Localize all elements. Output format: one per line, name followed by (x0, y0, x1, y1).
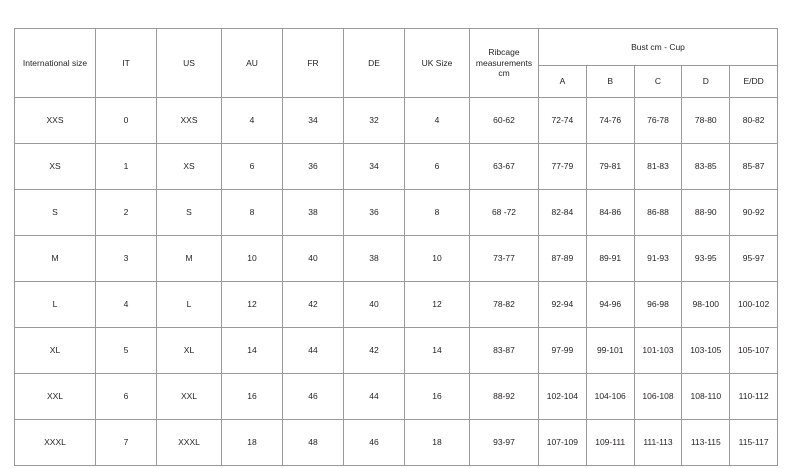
cell-uk: 16 (405, 374, 470, 420)
cell-bust-edd: 110-112 (730, 374, 778, 420)
cell-au: 10 (222, 236, 283, 282)
cell-bust-a: 82-84 (539, 190, 587, 236)
cell-ribcage: 93-97 (470, 420, 539, 466)
cell-bust-c: 111-113 (634, 420, 682, 466)
cell-ribcage: 73-77 (470, 236, 539, 282)
cell-fr: 38 (283, 190, 344, 236)
header-us: US (157, 29, 222, 98)
cell-us: L (157, 282, 222, 328)
cell-bust-c: 101-103 (634, 328, 682, 374)
cell-it: 6 (96, 374, 157, 420)
cell-it: 1 (96, 144, 157, 190)
table-row (15, 374, 778, 420)
header-bust-cup-group: Bust cm - Cup (539, 29, 778, 66)
cell-fr: 48 (283, 420, 344, 466)
cell-bust-d: 88-90 (682, 190, 730, 236)
cell-it: 5 (96, 328, 157, 374)
cell-international-size: XL (15, 328, 96, 374)
cell-bust-d: 108-110 (682, 374, 730, 420)
cell-fr: 40 (283, 236, 344, 282)
table-row (15, 328, 778, 374)
header-cup-d: D (682, 66, 730, 98)
table-row (15, 144, 778, 190)
cell-bust-d: 98-100 (682, 282, 730, 328)
cell-bust-edd: 80-82 (730, 98, 778, 144)
cell-bust-a: 77-79 (539, 144, 587, 190)
cell-de: 46 (344, 420, 405, 466)
cell-fr: 42 (283, 282, 344, 328)
cell-bust-b: 79-81 (586, 144, 634, 190)
cell-ribcage: 68 -72 (470, 190, 539, 236)
cell-bust-c: 76-78 (634, 98, 682, 144)
cell-de: 32 (344, 98, 405, 144)
cell-bust-a: 107-109 (539, 420, 587, 466)
cell-it: 2 (96, 190, 157, 236)
cell-uk: 18 (405, 420, 470, 466)
cell-au: 14 (222, 328, 283, 374)
cell-ribcage: 63-67 (470, 144, 539, 190)
cell-bust-c: 96-98 (634, 282, 682, 328)
cell-us: XXL (157, 374, 222, 420)
cell-bust-d: 113-115 (682, 420, 730, 466)
cell-it: 3 (96, 236, 157, 282)
cell-bust-d: 93-95 (682, 236, 730, 282)
cell-bust-a: 92-94 (539, 282, 587, 328)
cell-international-size: XXS (15, 98, 96, 144)
cell-uk: 14 (405, 328, 470, 374)
header-cup-b: B (586, 66, 634, 98)
cell-uk: 10 (405, 236, 470, 282)
cell-fr: 36 (283, 144, 344, 190)
header-fr: FR (283, 29, 344, 98)
header-ribcage-line2: measurements (475, 57, 533, 68)
cell-de: 44 (344, 374, 405, 420)
header-ribcage-line1: Ribcage (488, 47, 520, 58)
header-international-size: International size (15, 29, 96, 98)
cell-bust-edd: 90-92 (730, 190, 778, 236)
cell-bust-edd: 85-87 (730, 144, 778, 190)
cell-it: 4 (96, 282, 157, 328)
cell-uk: 12 (405, 282, 470, 328)
cell-de: 34 (344, 144, 405, 190)
cell-bust-b: 94-96 (586, 282, 634, 328)
cell-uk: 4 (405, 98, 470, 144)
cell-ribcage: 78-82 (470, 282, 539, 328)
size-chart-table (14, 28, 778, 466)
cell-ribcage: 60-62 (470, 98, 539, 144)
cell-bust-c: 86-88 (634, 190, 682, 236)
cell-bust-a: 97-99 (539, 328, 587, 374)
cell-it: 0 (96, 98, 157, 144)
cell-bust-edd: 105-107 (730, 328, 778, 374)
cell-uk: 6 (405, 144, 470, 190)
cell-bust-b: 109-111 (586, 420, 634, 466)
cell-bust-edd: 115-117 (730, 420, 778, 466)
cell-uk: 8 (405, 190, 470, 236)
cell-us: XL (157, 328, 222, 374)
table-body (15, 98, 778, 466)
cell-bust-c: 81-83 (634, 144, 682, 190)
header-de: DE (344, 29, 405, 98)
table-row (15, 98, 778, 144)
header-cup-a: A (539, 66, 587, 98)
cell-ribcage: 88-92 (470, 374, 539, 420)
cell-international-size: XS (15, 144, 96, 190)
table-row (15, 236, 778, 282)
cell-au: 18 (222, 420, 283, 466)
cell-fr: 34 (283, 98, 344, 144)
cell-bust-a: 102-104 (539, 374, 587, 420)
header-cup-edd: E/DD (730, 66, 778, 98)
cell-it: 7 (96, 420, 157, 466)
cell-us: XXXL (157, 420, 222, 466)
header-ribcage-line3: cm (498, 68, 510, 79)
table-row (15, 420, 778, 466)
cell-au: 12 (222, 282, 283, 328)
cell-bust-b: 74-76 (586, 98, 634, 144)
cell-bust-d: 83-85 (682, 144, 730, 190)
cell-us: XXS (157, 98, 222, 144)
cell-bust-edd: 100-102 (730, 282, 778, 328)
cell-bust-b: 89-91 (586, 236, 634, 282)
cell-fr: 46 (283, 374, 344, 420)
cell-bust-c: 91-93 (634, 236, 682, 282)
cell-bust-b: 84-86 (586, 190, 634, 236)
header-it: IT (96, 29, 157, 98)
cell-international-size: S (15, 190, 96, 236)
cell-international-size: XXL (15, 374, 96, 420)
cell-international-size: XXXL (15, 420, 96, 466)
cell-bust-a: 72-74 (539, 98, 587, 144)
cell-au: 16 (222, 374, 283, 420)
header-uk-size: UK Size (405, 29, 470, 98)
header-cup-c: C (634, 66, 682, 98)
cell-fr: 44 (283, 328, 344, 374)
cell-bust-edd: 95-97 (730, 236, 778, 282)
header-ribcage-measurements (470, 29, 539, 98)
table-header (15, 29, 778, 98)
cell-us: XS (157, 144, 222, 190)
cell-au: 8 (222, 190, 283, 236)
cell-de: 36 (344, 190, 405, 236)
cell-bust-b: 104-106 (586, 374, 634, 420)
cell-de: 42 (344, 328, 405, 374)
cell-bust-c: 106-108 (634, 374, 682, 420)
table-row (15, 282, 778, 328)
cell-de: 38 (344, 236, 405, 282)
cell-au: 4 (222, 98, 283, 144)
table-row (15, 190, 778, 236)
cell-international-size: M (15, 236, 96, 282)
cell-ribcage: 83-87 (470, 328, 539, 374)
cell-bust-d: 78-80 (682, 98, 730, 144)
cell-us: S (157, 190, 222, 236)
cell-international-size: L (15, 282, 96, 328)
cell-de: 40 (344, 282, 405, 328)
cell-au: 6 (222, 144, 283, 190)
header-au: AU (222, 29, 283, 98)
header-row-primary (15, 29, 778, 66)
cell-bust-b: 99-101 (586, 328, 634, 374)
cell-bust-a: 87-89 (539, 236, 587, 282)
cell-bust-d: 103-105 (682, 328, 730, 374)
cell-us: M (157, 236, 222, 282)
